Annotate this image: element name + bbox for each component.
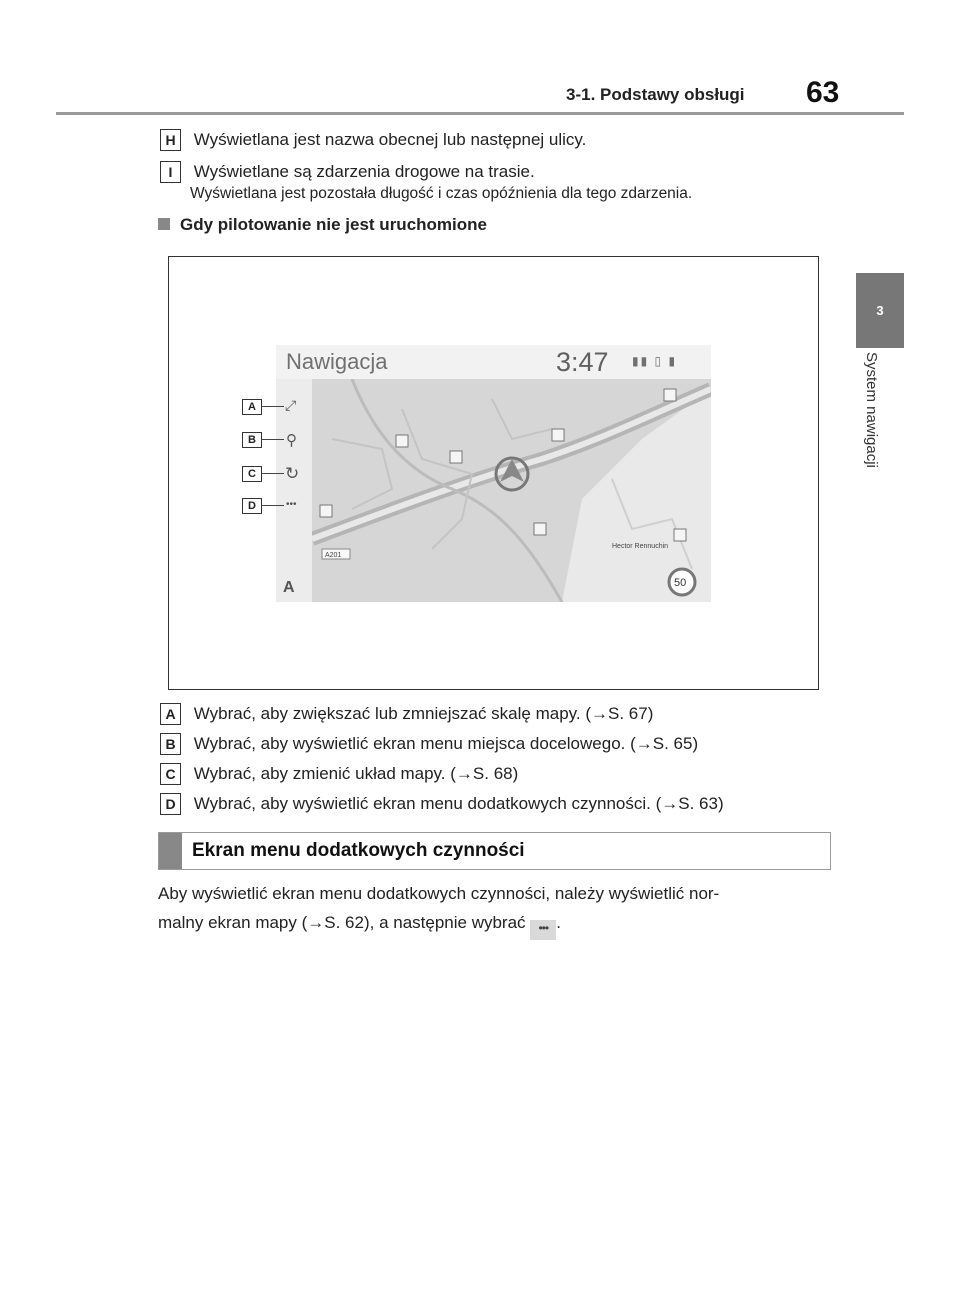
road-label: A201 bbox=[325, 552, 342, 559]
item-i-subtext: Wyświetlana jest pozostała długość i czas opóźnienia dla tego zdarzenia. bbox=[190, 185, 693, 202]
section-heading-title: Ekran menu dodatkowych czynności bbox=[192, 840, 525, 861]
letter-badge-d: D bbox=[160, 793, 181, 815]
paragraph-end: . bbox=[556, 913, 562, 932]
map-view[interactable] bbox=[312, 379, 711, 602]
letter-badge-h: H bbox=[160, 129, 181, 151]
screen-header bbox=[276, 345, 711, 379]
item-d-text: Wybrać, aby wyświetlić ekran menu dodatkowych czynności. (→S. 63) bbox=[193, 794, 724, 813]
item-d bbox=[160, 793, 724, 815]
callout-b: B bbox=[242, 432, 262, 448]
paragraph-line-2-text: malny ekran mapy (→S. 62), a następnie wybrać bbox=[158, 913, 526, 932]
letter-badge-i: I bbox=[160, 161, 181, 183]
paragraph-line-2 bbox=[158, 913, 561, 940]
callout-d-line bbox=[262, 505, 284, 506]
item-a bbox=[160, 703, 653, 725]
callout-a-line bbox=[262, 406, 284, 407]
page-number: 63 bbox=[806, 76, 840, 109]
road-icon: A bbox=[283, 579, 295, 596]
search-icon[interactable]: ⚲ bbox=[286, 432, 297, 449]
section-heading-bar bbox=[158, 832, 831, 870]
poi-label: Hector Rennuchin bbox=[612, 543, 669, 550]
letter-badge-a: A bbox=[160, 703, 181, 725]
map-graphic bbox=[312, 379, 711, 602]
square-bullet-icon bbox=[158, 218, 170, 230]
screen-clock: 3:47 bbox=[556, 347, 609, 377]
nav-screenshot bbox=[276, 345, 711, 602]
signal-battery-icon: ▮▮ ▯ ▮ bbox=[632, 354, 678, 368]
letter-badge-c: C bbox=[160, 763, 181, 785]
map-mode-icon[interactable]: ↻ bbox=[285, 464, 300, 483]
item-c-text: Wybrać, aby zmienić układ mapy. (→S. 68) bbox=[193, 764, 519, 783]
item-c bbox=[160, 763, 518, 785]
screen-title: Nawigacja bbox=[286, 349, 388, 374]
letter-badge-b: B bbox=[160, 733, 181, 755]
subheading bbox=[158, 215, 487, 235]
paragraph-line-1: Aby wyświetlić ekran menu dodatkowych czynności, należy wyświetlić nor- bbox=[158, 884, 720, 903]
item-b bbox=[160, 733, 698, 755]
expand-icon[interactable]: ⤢ bbox=[285, 397, 297, 413]
item-i bbox=[160, 161, 535, 183]
chapter-tab: 3 bbox=[856, 273, 904, 348]
subheading-text: Gdy pilotowanie nie jest uruchomione bbox=[180, 215, 487, 234]
callout-b-line bbox=[262, 439, 284, 440]
speed-limit: 50 bbox=[674, 577, 687, 589]
screen-sidebar bbox=[276, 379, 312, 602]
item-a-text: Wybrać, aby zwiększać lub zmniejszać skalę mapy. (→S. 67) bbox=[193, 704, 654, 723]
section-title: 3-1. Podstawy obsługi bbox=[566, 85, 745, 104]
callout-d: D bbox=[242, 498, 262, 514]
item-b-text: Wybrać, aby wyświetlić ekran menu miejsca docelowego. (→S. 65) bbox=[193, 734, 699, 753]
callout-c: C bbox=[242, 466, 262, 482]
callout-c-line bbox=[262, 473, 284, 474]
item-h-text: Wyświetlana jest nazwa obecnej lub następnej ulicy. bbox=[193, 130, 587, 149]
more-icon[interactable]: ••• bbox=[286, 499, 297, 510]
chapter-label: System nawigacji bbox=[863, 352, 880, 468]
more-options-icon: ••• bbox=[530, 920, 556, 940]
header-rule bbox=[56, 112, 904, 115]
callout-a: A bbox=[242, 399, 262, 415]
item-h bbox=[160, 129, 586, 151]
section-heading-block bbox=[159, 833, 182, 869]
item-i-text: Wyświetlane są zdarzenia drogowe na trasie. bbox=[193, 162, 535, 181]
